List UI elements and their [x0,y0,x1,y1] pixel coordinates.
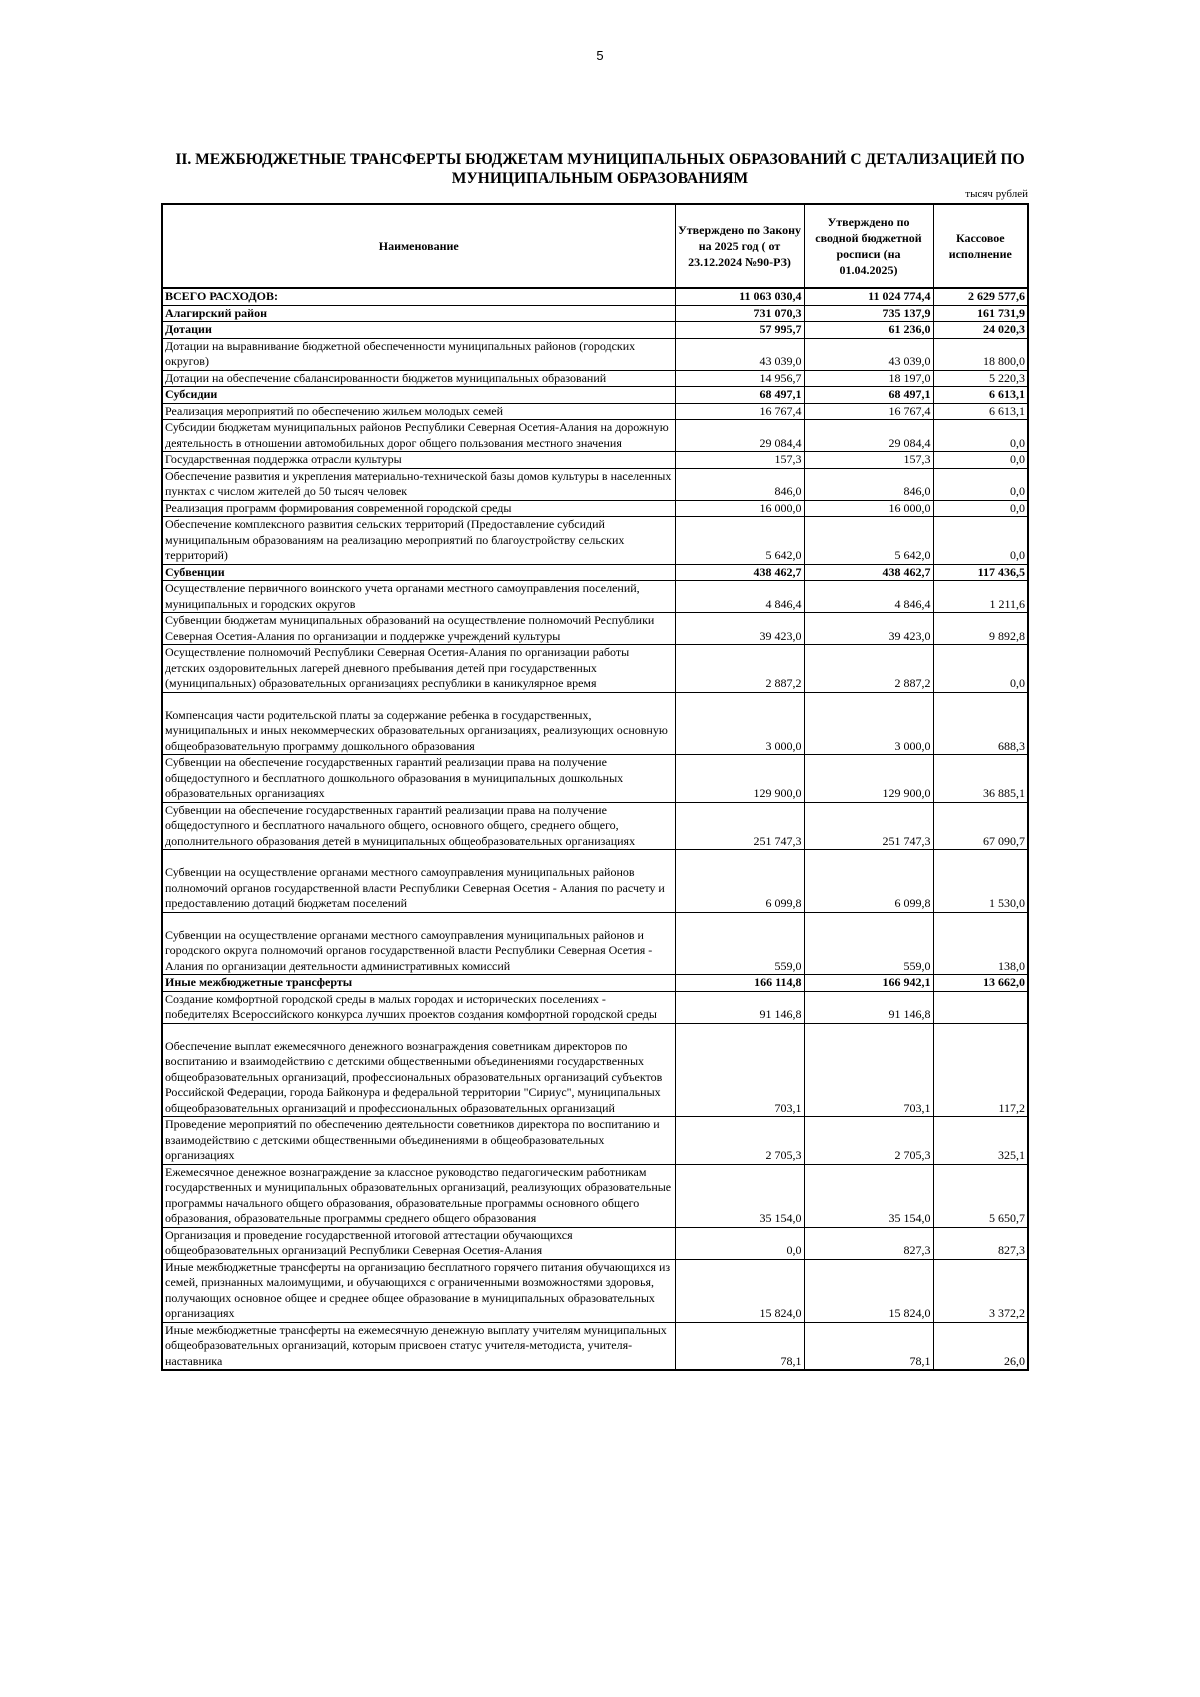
row-name: Дотации на обеспечение сбалансированности бюджетов муниципальных образований [162,370,675,387]
row-law: 846,0 [675,468,804,500]
row-law: 731 070,3 [675,305,804,322]
table-row [162,420,1028,452]
row-exec: 0,0 [933,517,1028,565]
row-name: Субвенции бюджетам муниципальных образований на осуществление полномочий Республики Северная Осетия-Алания по организации и поддержке учреждений культуры [162,613,675,645]
row-plan: 6 099,8 [804,850,933,913]
table-row [162,692,1028,755]
table-row [162,370,1028,387]
table-row [162,387,1028,404]
row-plan: 3 000,0 [804,692,933,755]
row-plan: 29 084,4 [804,420,933,452]
row-law: 2 887,2 [675,645,804,693]
table-row [162,645,1028,693]
table-row [162,991,1028,1023]
row-law: 16 000,0 [675,500,804,517]
row-name: Создание комфортной городской среды в малых городах и исторических поселениях - победителях Всероссийского конкурса лучших проектов создания комфортной городской среды [162,991,675,1023]
row-name: Осуществление полномочий Республики Северная Осетия-Алания по организации работы детских оздоровительных лагерей дневного пребывания детей при государственных (муниципальных) образовательных организациях республики в каникулярное время [162,645,675,693]
row-name: Субвенции [162,564,675,581]
table-row [162,564,1028,581]
row-name: Компенсация части родительской платы за содержание ребенка в государственных, муниципальных и иных некоммерческих образовательных организациях, реализующих основную общеобразовательную программу дошкольного образования [162,692,675,755]
row-exec: 325,1 [933,1117,1028,1165]
row-plan: 16 767,4 [804,403,933,420]
table-row [162,581,1028,613]
table-row [162,1227,1028,1259]
row-plan: 61 236,0 [804,322,933,339]
row-exec: 13 662,0 [933,975,1028,992]
row-name: Реализация программ формирования современной городской среды [162,500,675,517]
row-law: 43 039,0 [675,338,804,370]
table-row [162,468,1028,500]
row-exec: 6 613,1 [933,387,1028,404]
row-plan: 559,0 [804,912,933,975]
row-plan: 2 887,2 [804,645,933,693]
row-exec: 117,2 [933,1023,1028,1117]
row-plan: 166 942,1 [804,975,933,992]
table-row [162,322,1028,339]
row-name: Субвенции на обеспечение государственных гарантий реализации права на получение общедоступного и бесплатного начального общего, основного общего, среднего общего, дополнительного образования детей в муниципальных общеобразовательных организациях [162,802,675,850]
row-name: Дотации [162,322,675,339]
row-exec: 117 436,5 [933,564,1028,581]
row-plan: 15 824,0 [804,1259,933,1322]
title-line-1: II. МЕЖБЮДЖЕТНЫЕ ТРАНСФЕРТЫ БЮДЖЕТАМ МУНИЦИПАЛЬНЫХ ОБРАЗОВАНИЙ С ДЕТАЛИЗАЦИЕЙ ПО [175,151,1025,168]
table-row [162,305,1028,322]
table-row [162,1117,1028,1165]
row-law: 3 000,0 [675,692,804,755]
row-plan: 78,1 [804,1322,933,1370]
row-name: Ежемесячное денежное вознаграждение за классное руководство педагогическим работникам государственных и муниципальных образовательных организаций, реализующих образовательные программы начального общего образования, образовательные программы основного общего образования, образовательные программы среднего общего образования [162,1164,675,1227]
row-law: 166 114,8 [675,975,804,992]
row-exec: 67 090,7 [933,802,1028,850]
row-plan: 2 705,3 [804,1117,933,1165]
row-exec: 9 892,8 [933,613,1028,645]
row-plan: 129 900,0 [804,755,933,803]
table-row [162,975,1028,992]
table-row [162,613,1028,645]
table-row [162,755,1028,803]
row-name: Субвенции на осуществление органами местного самоуправления муниципальных районов полномочий органов государственной власти Республики Северная Осетия - Алания по расчету и предоставлению дотаций бюджетам поселений [162,850,675,913]
row-plan: 846,0 [804,468,933,500]
row-law: 78,1 [675,1322,804,1370]
row-exec: 36 885,1 [933,755,1028,803]
row-law: 57 995,7 [675,322,804,339]
table-row [162,1322,1028,1370]
table-row [162,1164,1028,1227]
row-law: 559,0 [675,912,804,975]
row-law: 68 497,1 [675,387,804,404]
row-plan: 91 146,8 [804,991,933,1023]
row-exec: 5 220,3 [933,370,1028,387]
table-row [162,500,1028,517]
row-name: Государственная поддержка отрасли культуры [162,452,675,469]
row-law: 91 146,8 [675,991,804,1023]
row-name: Дотации на выравнивание бюджетной обеспеченности муниципальных районов (городских округов) [162,338,675,370]
row-name: Иные межбюджетные трансферты на организацию бесплатного горячего питания обучающихся из семей, признанных малоимущими, и обучающихся с ограниченными возможностями здоровья, получающих основное общее и среднее общее образование в муниципальных образовательных организациях [162,1259,675,1322]
row-law: 157,3 [675,452,804,469]
row-name: Субсидии [162,387,675,404]
row-plan: 35 154,0 [804,1164,933,1227]
row-law: 438 462,7 [675,564,804,581]
table-row [162,850,1028,913]
header-exec: Кассовое исполнение [933,204,1028,288]
row-name: Субвенции на обеспечение государственных гарантий реализации права на получение общедоступного и бесплатного дошкольного образования в муниципальных дошкольных образовательных организациях [162,755,675,803]
row-exec: 161 731,9 [933,305,1028,322]
row-law: 35 154,0 [675,1164,804,1227]
row-exec: 2 629 577,6 [933,288,1028,305]
row-plan: 11 024 774,4 [804,288,933,305]
row-name: Обеспечение комплексного развития сельских территорий (Предоставление субсидий муниципальным образованиям на реализацию мероприятий по благоустройству сельских территорий) [162,517,675,565]
row-exec: 1 211,6 [933,581,1028,613]
row-exec: 5 650,7 [933,1164,1028,1227]
row-plan: 43 039,0 [804,338,933,370]
table-row [162,288,1028,305]
row-plan: 5 642,0 [804,517,933,565]
header-name: Наименование [162,204,675,288]
row-name: Алагирский район [162,305,675,322]
row-law: 2 705,3 [675,1117,804,1165]
row-exec: 1 530,0 [933,850,1028,913]
row-plan: 438 462,7 [804,564,933,581]
row-name: Проведение мероприятий по обеспечению деятельности советников директора по воспитанию и взаимодействию с детскими общественными объединениями в общеобразовательных организациях [162,1117,675,1165]
row-plan: 18 197,0 [804,370,933,387]
table-row [162,912,1028,975]
row-plan: 4 846,4 [804,581,933,613]
table-row [162,1259,1028,1322]
row-exec: 0,0 [933,452,1028,469]
table-row [162,452,1028,469]
row-law: 0,0 [675,1227,804,1259]
row-name: Обеспечение выплат ежемесячного денежного вознаграждения советникам директоров по воспитанию и взаимодействию с детскими общественными объединениями государственных общеобразовательных организаций, профессиональных образовательных организаций субъектов Российской Федерации, города Байконура и федеральной территории "Сириус", муниципальных общеобразовательных организаций и профессиональных образовательных организаций [162,1023,675,1117]
row-exec: 18 800,0 [933,338,1028,370]
row-plan: 735 137,9 [804,305,933,322]
row-law: 29 084,4 [675,420,804,452]
row-name: Иные межбюджетные трансферты [162,975,675,992]
row-law: 39 423,0 [675,613,804,645]
row-plan: 68 497,1 [804,387,933,404]
page-number: 5 [596,48,604,63]
row-exec: 26,0 [933,1322,1028,1370]
row-exec: 6 613,1 [933,403,1028,420]
row-law: 5 642,0 [675,517,804,565]
row-name: Реализация мероприятий по обеспечению жильем молодых семей [162,403,675,420]
row-name: ВСЕГО РАСХОДОВ: [162,288,675,305]
table-row [162,517,1028,565]
row-name: Обеспечение развития и укрепления материально-технической базы домов культуры в населенных пунктах с числом жителей до 50 тысяч человек [162,468,675,500]
row-exec: 0,0 [933,500,1028,517]
row-plan: 703,1 [804,1023,933,1117]
row-law: 11 063 030,4 [675,288,804,305]
row-law: 15 824,0 [675,1259,804,1322]
row-exec: 3 372,2 [933,1259,1028,1322]
row-exec: 688,3 [933,692,1028,755]
row-plan: 16 000,0 [804,500,933,517]
row-plan: 39 423,0 [804,613,933,645]
row-exec: 0,0 [933,645,1028,693]
header-law: Утверждено по Законy на 2025 год ( от 23.12.2024 №90-РЗ) [675,204,804,288]
table-row [162,403,1028,420]
title-line-2: МУНИЦИПАЛЬНЫМ ОБРАЗОВАНИЯМ [451,170,749,187]
row-law: 16 767,4 [675,403,804,420]
row-exec: 827,3 [933,1227,1028,1259]
row-exec: 0,0 [933,420,1028,452]
page-title [160,150,1040,188]
row-exec: 24 020,3 [933,322,1028,339]
header-plan: Утверждено по сводной бюджетной росписи (на 01.04.2025) [804,204,933,288]
row-name: Иные межбюджетные трансферты на ежемесячную денежную выплату учителям муниципальных общеобразовательных организаций, которым присвоен статус учителя-методиста, учителя-наставника [162,1322,675,1370]
row-law: 129 900,0 [675,755,804,803]
row-plan: 251 747,3 [804,802,933,850]
row-name: Субвенции на осуществление органами местного самоуправления муниципальных районов и городского округа полномочий органов государственной власти Республики Северная Осетия - Алания по организации деятельности административных комиссий [162,912,675,975]
row-plan: 827,3 [804,1227,933,1259]
table-row [162,802,1028,850]
row-law: 6 099,8 [675,850,804,913]
row-name: Организация и проведение государственной итоговой аттестации обучающихся общеобразовательных организаций Республики Северная Осетия-Алания [162,1227,675,1259]
table-row [162,1023,1028,1117]
transfers-table [161,203,1029,1371]
row-name: Субсидии бюджетам муниципальных районов Республики Северная Осетия-Алания на дорожную деятельность в отношении автомобильных дорог общего пользования местного значения [162,420,675,452]
row-name: Осуществление первичного воинского учета органами местного самоуправления поселений, муниципальных и городских округов [162,581,675,613]
row-law: 703,1 [675,1023,804,1117]
row-exec [933,991,1028,1023]
units-label: тысяч рублей [965,188,1028,200]
row-law: 251 747,3 [675,802,804,850]
row-exec: 0,0 [933,468,1028,500]
row-plan: 157,3 [804,452,933,469]
row-law: 14 956,7 [675,370,804,387]
row-exec: 138,0 [933,912,1028,975]
table-row [162,338,1028,370]
row-law: 4 846,4 [675,581,804,613]
table-header-row [162,204,1028,288]
